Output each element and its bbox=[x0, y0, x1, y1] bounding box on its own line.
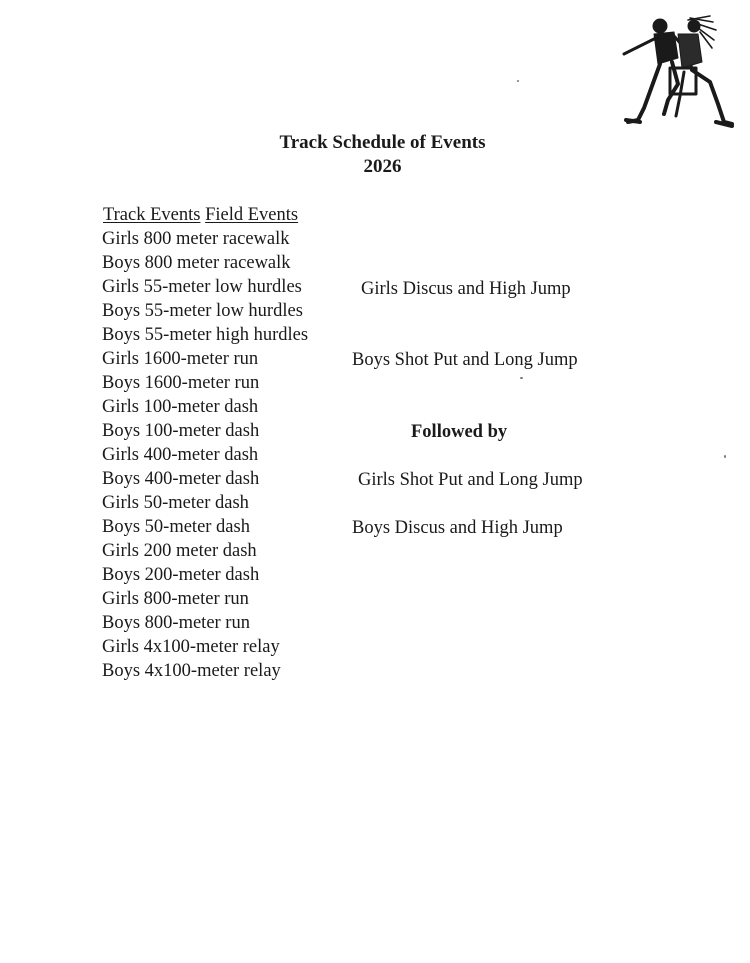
followed-by-label: Followed by bbox=[411, 422, 508, 442]
list-item: Boys 1600-meter run bbox=[102, 373, 260, 393]
scan-speck bbox=[724, 455, 726, 458]
scan-speck bbox=[520, 377, 523, 379]
list-item: Boys 100-meter dash bbox=[102, 421, 260, 441]
list-item: Girls 4x100-meter relay bbox=[102, 637, 280, 657]
runners-clipart-icon bbox=[618, 12, 734, 132]
list-item: Girls 55-meter low hurdles bbox=[102, 277, 302, 297]
list-item: Boys 55-meter high hurdles bbox=[102, 325, 309, 345]
list-item: Boys 400-meter dash bbox=[102, 469, 260, 489]
list-item: Boys 4x100-meter relay bbox=[102, 661, 281, 681]
list-item: Boys 800-meter run bbox=[102, 613, 250, 633]
list-item: Girls 1600-meter run bbox=[102, 349, 259, 369]
field-event-girls-discus-high-jump: Girls Discus and High Jump bbox=[361, 279, 571, 299]
track-events-header: Track Events bbox=[103, 205, 201, 225]
list-item: Boys 55-meter low hurdles bbox=[102, 301, 303, 321]
scan-speck bbox=[517, 80, 519, 82]
list-item: Boys 50-meter dash bbox=[102, 517, 250, 537]
list-item: Girls 800-meter run bbox=[102, 589, 249, 609]
schedule-year: 2026 bbox=[363, 156, 402, 177]
field-event-boys-discus-high-jump: Boys Discus and High Jump bbox=[352, 518, 563, 538]
list-item: Girls 400-meter dash bbox=[102, 445, 259, 465]
column-headers bbox=[103, 203, 298, 227]
list-item: Girls 800 meter racewalk bbox=[102, 229, 290, 249]
field-event-girls-shot-put-long-jump: Girls Shot Put and Long Jump bbox=[358, 470, 583, 490]
list-item: Boys 200-meter dash bbox=[102, 565, 260, 585]
track-events-list bbox=[102, 227, 308, 683]
list-item: Girls 200 meter dash bbox=[102, 541, 257, 561]
list-item: Boys 800 meter racewalk bbox=[102, 253, 291, 273]
list-item: Girls 50-meter dash bbox=[102, 493, 249, 513]
list-item: Girls 100-meter dash bbox=[102, 397, 259, 417]
page-title: Track Schedule of Events bbox=[279, 132, 486, 153]
field-events-header: Field Events bbox=[205, 205, 299, 225]
field-event-boys-shot-put-long-jump: Boys Shot Put and Long Jump bbox=[352, 350, 578, 370]
